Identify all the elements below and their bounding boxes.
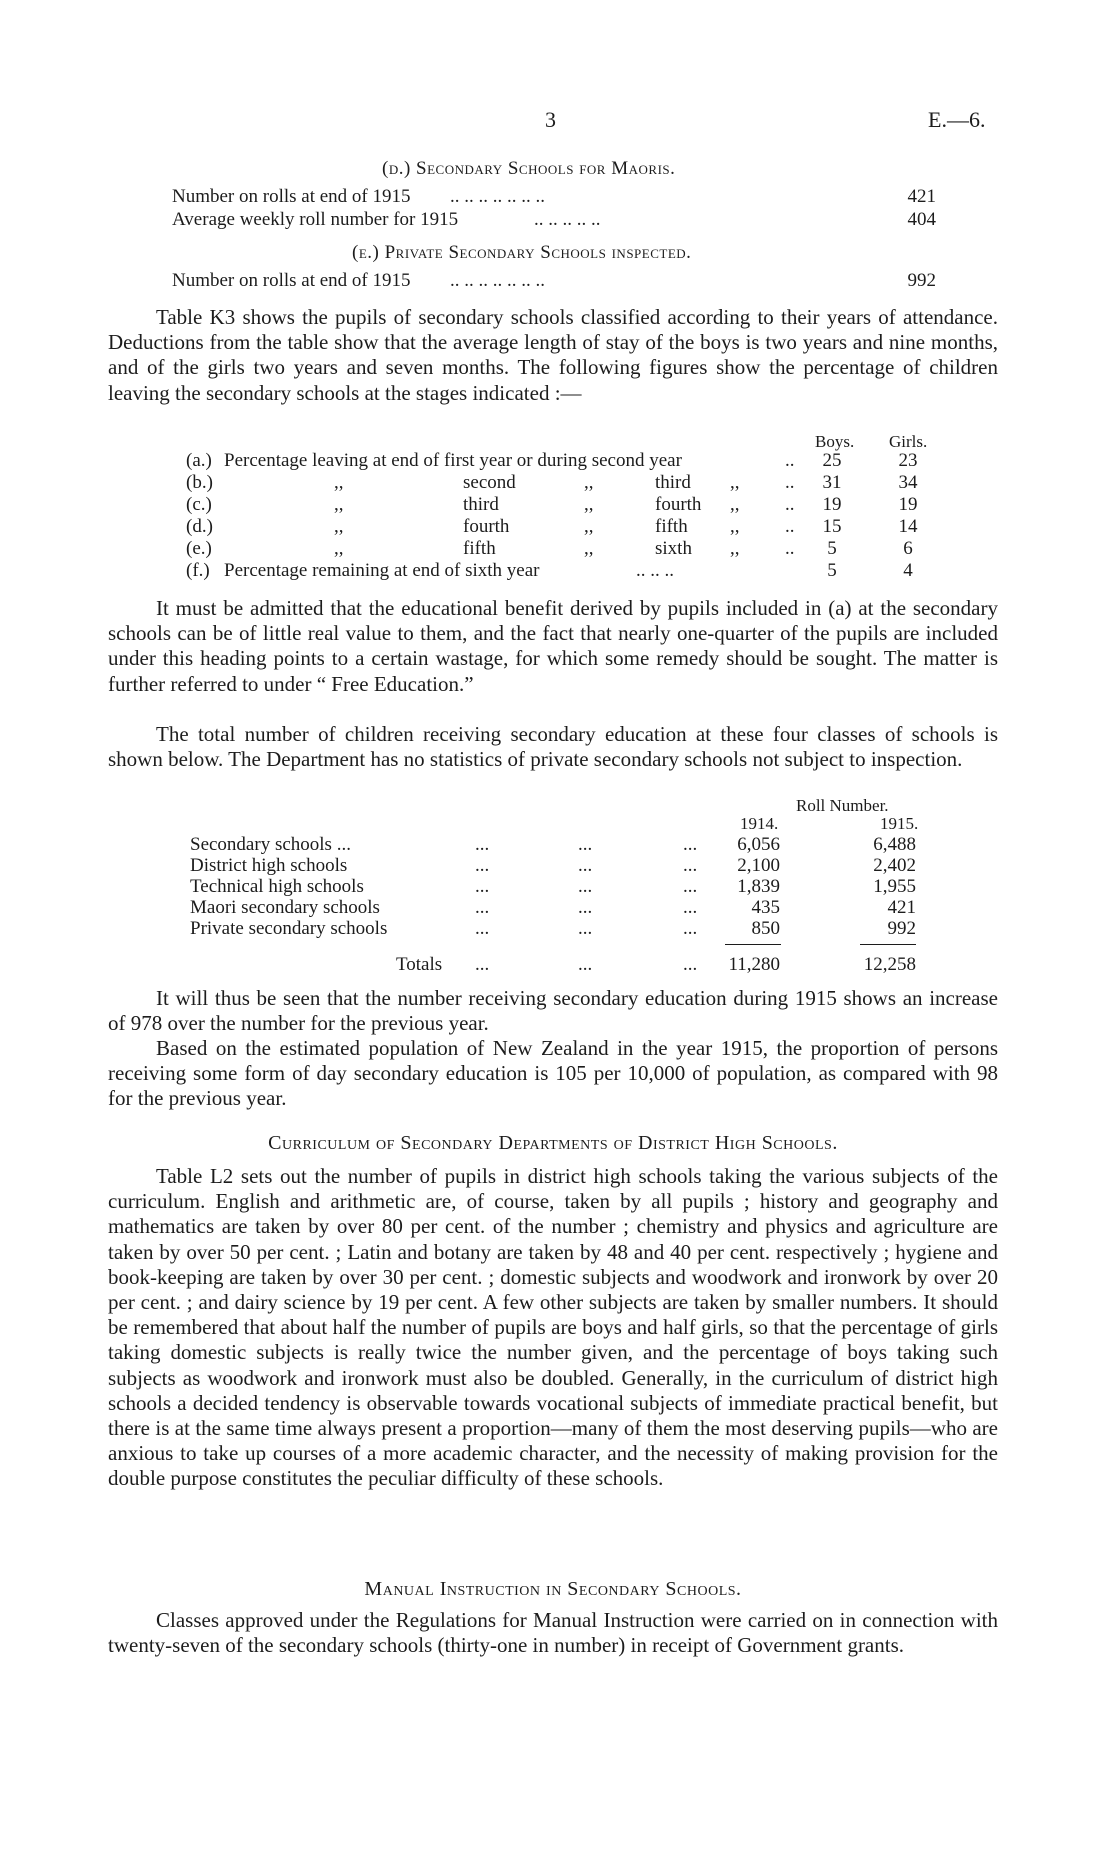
year-from: second xyxy=(463,472,516,493)
roll-1915-value: 992 xyxy=(887,918,916,939)
year-to: fourth xyxy=(655,494,702,515)
year-1915-header: 1915. xyxy=(880,814,919,833)
year-from: fourth xyxy=(463,516,510,537)
roll-1914-value: 435 xyxy=(751,897,780,918)
row-leader: .. xyxy=(785,472,795,493)
row-leader: ... xyxy=(683,918,698,939)
row-leader: ... xyxy=(683,954,698,975)
ditto-mark: ,, xyxy=(584,538,594,559)
year-from: third xyxy=(463,494,499,515)
row-leader: ... xyxy=(683,855,698,876)
roll-1915-value: 2,402 xyxy=(873,855,916,876)
sum-rule xyxy=(860,944,916,945)
school-type-label: District high schools xyxy=(190,855,348,876)
totals-1915-value: 12,258 xyxy=(863,954,916,975)
roll-1914-value: 1,839 xyxy=(737,876,780,897)
boys-value: 5 xyxy=(827,560,837,581)
section-e-row-leader: .. .. .. .. .. .. .. xyxy=(450,270,545,291)
paragraph-increase: It will thus be seen that the number receiving secondary education during 1915 shows an increase of 978 over the number for the previous year. xyxy=(108,986,998,1036)
ditto-mark: ,, xyxy=(334,516,344,537)
row-label: (f.) xyxy=(186,560,210,581)
sum-rule xyxy=(725,944,781,945)
section-e-title: (e.) Private Secondary Schools inspected. xyxy=(352,242,692,263)
page-number: 3 xyxy=(545,107,556,132)
girls-value: 23 xyxy=(898,450,918,471)
year-to: fifth xyxy=(655,516,688,537)
row-leader: .. xyxy=(785,538,795,559)
roll-1914-value: 6,056 xyxy=(737,834,780,855)
heading-manual-instruction: Manual Instruction in Secondary Schools. xyxy=(364,1578,742,1600)
ditto-mark: ,, xyxy=(584,516,594,537)
row-leader: ... xyxy=(475,897,490,918)
row-leader: ... xyxy=(578,897,593,918)
section-d-row-label: Average weekly roll number for 1915 xyxy=(172,209,459,230)
section-d-row-leader: .. .. .. .. .. .. .. xyxy=(450,186,545,207)
ditto-mark: ,, xyxy=(584,494,594,515)
boys-column-header: Boys. xyxy=(815,432,855,451)
row-leader: ... xyxy=(578,876,593,897)
ditto-mark: ,, xyxy=(334,538,344,559)
section-d-row-value: 404 xyxy=(907,209,936,230)
boys-value: 19 xyxy=(822,494,842,515)
row-leader: .. xyxy=(785,450,795,471)
school-type-label: Maori secondary schools xyxy=(190,897,380,918)
paragraph-manual-instruction: Classes approved under the Regulations for Manual Instruction were carried on in connection with twenty-seven of the secondary schools (thirty-one in number) in receipt of Government grants. xyxy=(108,1608,998,1658)
section-d-row-leader: .. .. .. .. .. xyxy=(534,209,601,230)
girls-column-header: Girls. xyxy=(889,432,928,451)
girls-value: 34 xyxy=(898,472,918,493)
row-text: Percentage leaving at end of first year or during second year xyxy=(224,450,682,471)
paragraph-total-number: The total number of children receiving secondary education at these four classes of schools is shown below. The Department has no statistics of private secondary schools not subject to inspection. xyxy=(108,722,998,772)
school-type-label: Private secondary schools xyxy=(190,918,388,939)
roll-number-header: Roll Number. xyxy=(796,796,889,815)
row-leader: .. .. .. xyxy=(636,560,674,581)
year-from: fifth xyxy=(463,538,496,559)
boys-value: 5 xyxy=(827,538,837,559)
section-d-title: (d.) Secondary Schools for Maoris. xyxy=(382,158,676,179)
totals-label: Totals xyxy=(396,954,443,975)
totals-1914-value: 11,280 xyxy=(728,954,780,975)
school-type-label: Technical high schools xyxy=(190,876,364,897)
row-leader: ... xyxy=(683,897,698,918)
paragraph-benefit: It must be admitted that the educational benefit derived by pupils included in (a) at the secondary schools can be of little real value to them, and the fact that nearly one-quarter of the pupils are included under this heading points to a certain wastage, for which some remedy should be sought. The matter is further referred to under “ Free Education.” xyxy=(108,596,998,696)
year-1914-header: 1914. xyxy=(740,814,779,833)
roll-1914-value: 850 xyxy=(751,918,780,939)
row-label: (e.) xyxy=(186,538,212,559)
row-label: (a.) xyxy=(186,450,212,471)
row-leader: .. xyxy=(785,494,795,515)
row-leader: ... xyxy=(475,876,490,897)
paragraph-attendance: Table K3 shows the pupils of secondary schools classified according to their years of attendance. Deductions from the table show that the average length of stay of the boys is two years and nine months, and of the girls two years and seven months. The following figures show the percentage of children leaving the secondary schools at the stages indicated :— xyxy=(108,305,998,405)
row-label: (b.) xyxy=(186,472,213,493)
ditto-mark: ,, xyxy=(730,538,740,559)
row-text: Percentage remaining at end of sixth year xyxy=(224,560,540,581)
year-to: third xyxy=(655,472,691,493)
ditto-mark: ,, xyxy=(584,472,594,493)
ditto-mark: ,, xyxy=(730,516,740,537)
ditto-mark: ,, xyxy=(334,494,344,515)
roll-1915-value: 1,955 xyxy=(873,876,916,897)
row-leader: ... xyxy=(475,918,490,939)
document-code: E.—6. xyxy=(928,107,986,132)
ditto-mark: ,, xyxy=(730,494,740,515)
row-leader: ... xyxy=(578,855,593,876)
girls-value: 4 xyxy=(903,560,913,581)
row-leader: .. xyxy=(785,516,795,537)
girls-value: 6 xyxy=(903,538,913,559)
paragraph-proportion: Based on the estimated population of New Zealand in the year 1915, the proportion of persons receiving some form of day secondary education is 105 per 10,000 of population, as compared with 98 for the previous year. xyxy=(108,1036,998,1111)
row-label: (c.) xyxy=(186,494,212,515)
row-leader: ... xyxy=(683,834,698,855)
row-leader: ... xyxy=(475,954,490,975)
girls-value: 19 xyxy=(898,494,918,515)
ditto-mark: ,, xyxy=(334,472,344,493)
girls-value: 14 xyxy=(898,516,918,537)
heading-curriculum: Curriculum of Secondary Departments of District High Schools. xyxy=(268,1132,838,1154)
row-leader: ... xyxy=(683,876,698,897)
roll-1915-value: 421 xyxy=(887,897,916,918)
row-leader: ... xyxy=(475,855,490,876)
year-to: sixth xyxy=(655,538,692,559)
row-label: (d.) xyxy=(186,516,213,537)
section-d-row-label: Number on rolls at end of 1915 xyxy=(172,186,411,207)
boys-value: 31 xyxy=(822,472,842,493)
section-e-row-value: 992 xyxy=(907,270,936,291)
school-type-label: Secondary schools ... xyxy=(190,834,351,855)
row-leader: ... xyxy=(578,834,593,855)
roll-1915-value: 6,488 xyxy=(873,834,916,855)
boys-value: 25 xyxy=(822,450,842,471)
section-d-row-value: 421 xyxy=(907,186,936,207)
row-leader: ... xyxy=(475,834,490,855)
row-leader: ... xyxy=(578,954,593,975)
paragraph-curriculum: Table L2 sets out the number of pupils in district high schools taking the various subjects of the curriculum. English and arithmetic are, of course, taken by all pupils ; history and geography and mathematics are taken by over 80 per cent. of the number ; chemistry and physics and agriculture are taken by over 50 per cent. ; Latin and botany are taken by 48 and 40 per cent. respectively ; hygiene and book-keeping are taken by over 30 per cent. ; domestic subjects and woodwork and ironwork by over 20 per cent. ; and dairy science by 19 per cent. A few other subjects are taken by smaller numbers. It should be remembered that about half the number of pupils are boys and half girls, so that the percentage of girls taking domestic subjects is really twice the number given, and the percentage of boys taking such subjects as woodwork and ironwork must also be doubled. Generally, in the curriculum of district high schools a decided tendency is observable towards vocational subjects of immediate practical benefit, but there is at the same time always present a proportion—many of them the most deserving pupils—who are anxious to take up courses of a more academic character, and the necessity of making provision for the double purpose constitutes the peculiar difficulty of these schools. xyxy=(108,1164,998,1491)
ditto-mark: ,, xyxy=(730,472,740,493)
roll-1914-value: 2,100 xyxy=(737,855,780,876)
section-e-row-label: Number on rolls at end of 1915 xyxy=(172,270,411,291)
boys-value: 15 xyxy=(822,516,842,537)
row-leader: ... xyxy=(578,918,593,939)
